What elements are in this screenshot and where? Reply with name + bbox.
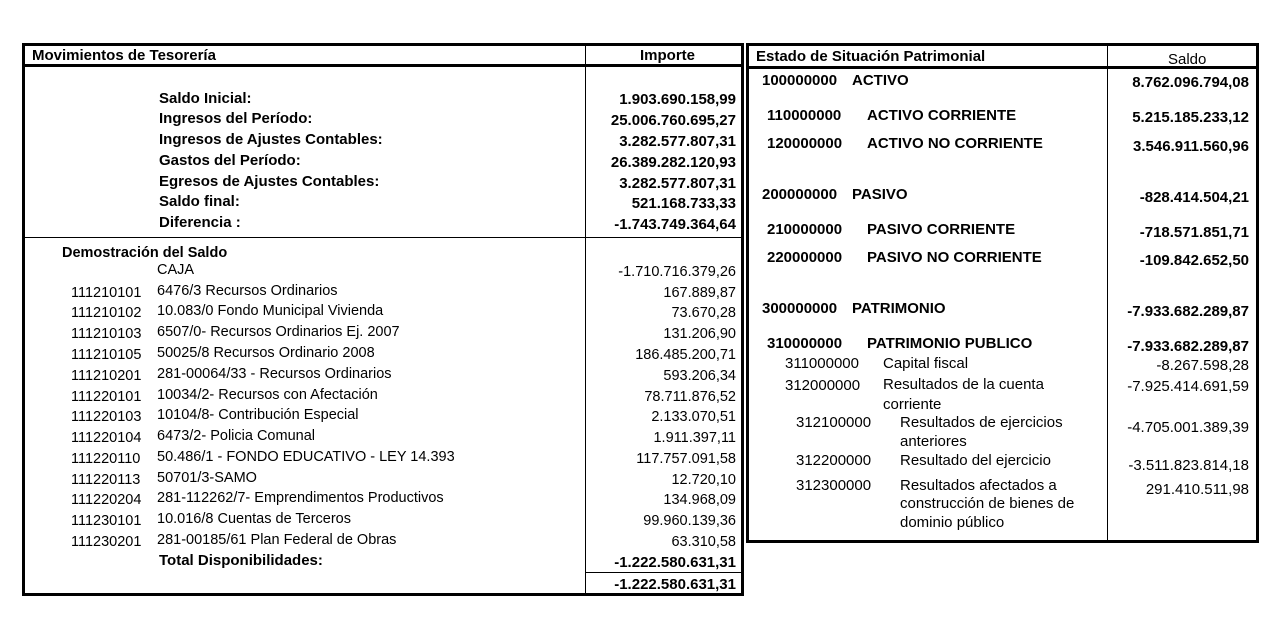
pat-code: 310000000 — [767, 335, 843, 352]
account-value: 2.133.070,51 — [651, 409, 736, 425]
summary-label: Diferencia : — [159, 214, 241, 231]
pat-value: -4.705.001.389,39 — [1127, 419, 1249, 436]
tesoreria-header-amount: Importe — [640, 47, 696, 64]
pat-value: -828.414.504,21 — [1139, 189, 1249, 206]
account-code: 111220204 — [71, 492, 142, 508]
account-code: 111220103 — [71, 409, 142, 425]
tesoreria-header-divider — [22, 64, 744, 67]
account-desc: 10.083/0 Fondo Municipal Vivienda — [157, 303, 384, 319]
account-code: 111220110 — [71, 451, 141, 467]
pat-label: PASIVO NO CORRIENTE — [867, 249, 1042, 266]
pat-label-cont: corriente — [883, 396, 942, 413]
pat-value: 5.215.185.233,12 — [1132, 109, 1249, 126]
caja-value: -1.710.716.379,26 — [618, 264, 736, 280]
demostracion-title: Demostración del Saldo — [62, 245, 228, 261]
account-code: 111210105 — [71, 347, 142, 363]
account-code: 111220104 — [71, 430, 142, 446]
account-code: 111210101 — [71, 285, 142, 301]
account-desc: 281-00064/33 - Recursos Ordinarios — [157, 366, 392, 382]
pat-label-cont: construcción de bienes de — [900, 495, 1075, 512]
account-value: 63.310,58 — [671, 534, 736, 550]
account-code: 111220113 — [71, 472, 141, 488]
pat-code: 200000000 — [762, 186, 838, 203]
pat-value: 8.762.096.794,08 — [1132, 74, 1249, 91]
pat-label: ACTIVO CORRIENTE — [867, 107, 1017, 124]
account-desc: 281-112262/7- Emprendimentos Productivos — [157, 490, 444, 506]
tesoreria-section-divider — [22, 237, 744, 238]
pat-code: 311000000 — [785, 355, 859, 372]
account-value: 1.911.397,11 — [653, 430, 736, 446]
account-code: 111230101 — [71, 513, 142, 529]
account-code: 111210201 — [71, 368, 142, 384]
pat-label-cont: anteriores — [900, 433, 967, 450]
account-desc: 6476/3 Recursos Ordinarios — [157, 283, 338, 299]
summary-label: Ingresos del Período: — [159, 110, 313, 127]
summary-label: Ingresos de Ajustes Contables: — [159, 131, 383, 148]
pat-value: -7.933.682.289,87 — [1127, 303, 1249, 320]
pat-code: 312300000 — [796, 477, 872, 494]
pat-code: 100000000 — [762, 72, 838, 89]
summary-label: Gastos del Período: — [159, 152, 301, 169]
pat-value: -7.925.414.691,59 — [1127, 378, 1249, 395]
account-value: 12.720,10 — [671, 472, 736, 488]
summary-value: 521.168.733,33 — [631, 195, 736, 212]
pat-code: 110000000 — [767, 107, 842, 124]
account-desc: 6507/0- Recursos Ordinarios Ej. 2007 — [157, 324, 400, 340]
pat-label-cont: dominio público — [900, 514, 1005, 531]
pat-value: -3.511.823.814,18 — [1128, 457, 1249, 474]
pat-label: Resultado del ejercicio — [900, 452, 1051, 469]
pat-code: 220000000 — [767, 249, 843, 266]
summary-value: 3.282.577.807,31 — [619, 175, 736, 192]
summary-value: 25.006.760.695,27 — [610, 112, 736, 129]
summary-label: Egresos de Ajustes Contables: — [159, 173, 380, 190]
summary-value: 26.389.282.120,93 — [610, 154, 736, 171]
account-value: 117.757.091,58 — [636, 451, 736, 467]
tesoreria-header-title: Movimientos de Tesorería — [32, 47, 216, 64]
summary-value: 3.282.577.807,31 — [619, 133, 736, 150]
account-desc: 50025/8 Recursos Ordinario 2008 — [157, 345, 375, 361]
account-desc: 50701/3-SAMO — [157, 470, 257, 486]
pat-value: 291.410.511,98 — [1145, 481, 1249, 498]
pat-label: Resultados de ejercicios — [900, 414, 1063, 431]
account-desc: 6473/2- Policia Comunal — [157, 428, 315, 444]
summary-value: 1.903.690.158,99 — [619, 91, 736, 108]
caja-label: CAJA — [157, 262, 195, 278]
account-code: 111230201 — [71, 534, 142, 550]
pat-code: 210000000 — [767, 221, 843, 238]
pat-label: PATRIMONIO PUBLICO — [867, 335, 1033, 352]
total-label: Total Disponibilidades: — [159, 552, 323, 569]
tesoreria-column-divider — [585, 43, 586, 596]
pat-label: PASIVO CORRIENTE — [867, 221, 1016, 238]
summary-value: -1.743.749.364,64 — [614, 216, 736, 233]
pat-value: -718.571.851,71 — [1139, 224, 1249, 241]
pat-label: PATRIMONIO — [852, 300, 946, 317]
total-value-repeat: -1.222.580.631,31 — [614, 576, 736, 593]
account-value: 167.889,87 — [663, 285, 736, 301]
pat-label: Capital fiscal — [883, 355, 969, 372]
pat-value: -7.933.682.289,87 — [1127, 338, 1249, 355]
account-value: 134.968,09 — [663, 492, 736, 508]
account-value: 131.206,90 — [663, 326, 736, 342]
pat-label: ACTIVO — [852, 72, 909, 89]
account-desc: 10.016/8 Cuentas de Terceros — [157, 511, 352, 527]
summary-label: Saldo final: — [159, 193, 240, 210]
pat-value: -109.842.652,50 — [1139, 252, 1249, 269]
pat-code: 312100000 — [796, 414, 872, 431]
patrimonial-header-amount: Saldo — [1168, 51, 1207, 68]
pat-value: -8.267.598,28 — [1156, 357, 1249, 374]
pat-code: 312200000 — [796, 452, 872, 469]
patrimonial-header-title: Estado de Situación Patrimonial — [756, 48, 986, 65]
account-value: 73.670,28 — [671, 305, 736, 321]
account-desc: 10104/8- Contribución Especial — [157, 407, 359, 423]
pat-label: Resultados de la cuenta — [883, 376, 1044, 393]
tesoreria-total-divider — [585, 572, 744, 573]
account-value: 186.485.200,71 — [635, 347, 736, 363]
summary-label: Saldo Inicial: — [159, 90, 252, 107]
total-value: -1.222.580.631,31 — [614, 554, 736, 571]
account-desc: 281-00185/61 Plan Federal de Obras — [157, 532, 397, 548]
account-value: 593.206,34 — [663, 368, 736, 384]
pat-code: 312000000 — [785, 377, 861, 394]
pat-code: 300000000 — [762, 300, 838, 317]
pat-value: 3.546.911.560,96 — [1133, 138, 1249, 155]
account-desc: 50.486/1 - FONDO EDUCATIVO - LEY 14.393 — [157, 449, 455, 465]
pat-label: PASIVO — [852, 186, 908, 203]
account-value: 99.960.139,36 — [643, 513, 736, 529]
account-code: 111220101 — [71, 389, 142, 405]
pat-label: ACTIVO NO CORRIENTE — [867, 135, 1043, 152]
account-code: 111210102 — [71, 305, 142, 321]
pat-label: Resultados afectados a — [900, 477, 1057, 494]
account-desc: 10034/2- Recursos con Afectación — [157, 387, 378, 403]
patrimonial-column-divider — [1107, 43, 1108, 543]
account-value: 78.711.876,52 — [644, 389, 736, 405]
account-code: 111210103 — [71, 326, 142, 342]
pat-code: 120000000 — [767, 135, 843, 152]
